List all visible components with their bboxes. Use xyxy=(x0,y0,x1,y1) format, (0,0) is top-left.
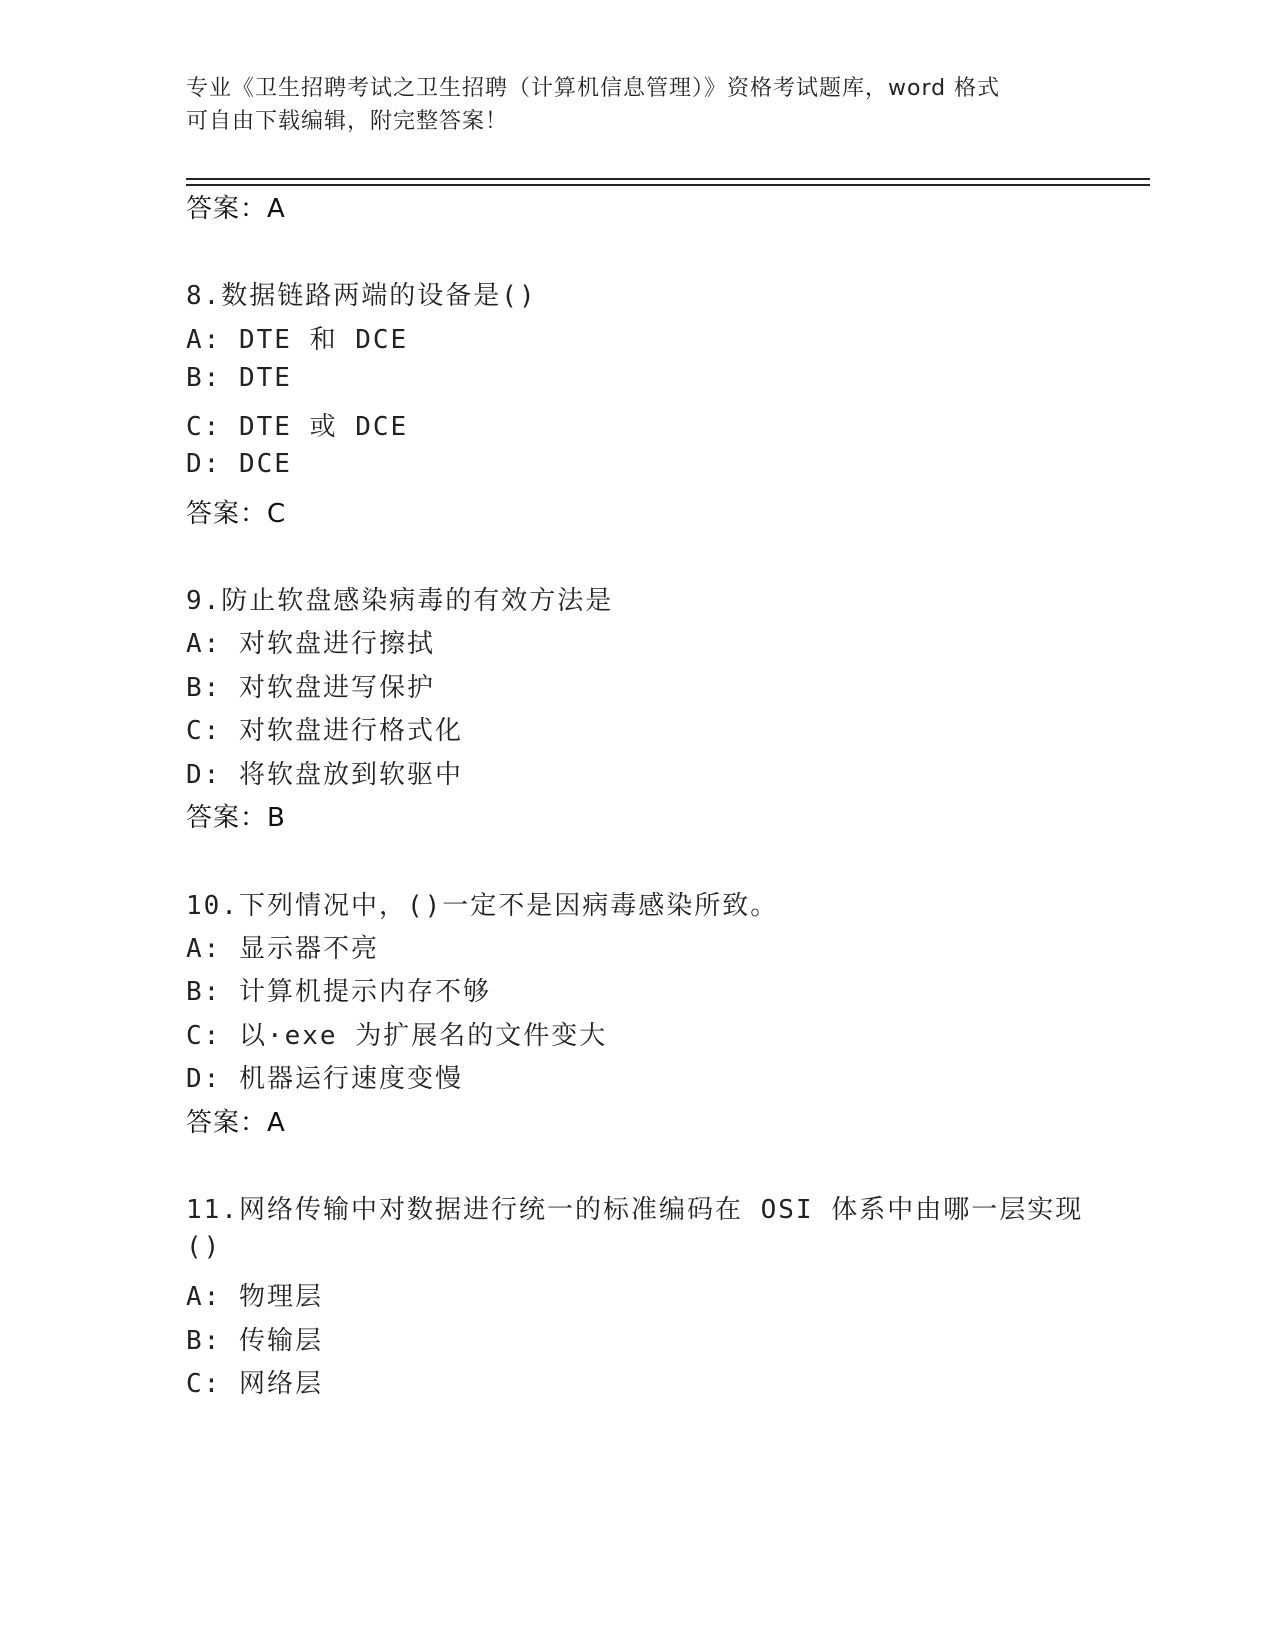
question-11-stem: 11.网络传输中对数据进行统一的标准编码在 OSI 体系中由哪一层实现 xyxy=(186,1195,1084,1225)
question-11-option-c: C: 网络层 xyxy=(186,1369,323,1399)
question-8-option-d: D: DCE xyxy=(186,449,292,479)
document-header xyxy=(186,72,1086,138)
question-10-option-c: C: 以·exe 为扩展名的文件变大 xyxy=(186,1021,608,1051)
question-11-option-a: A: 物理层 xyxy=(186,1282,323,1312)
previous-answer: 答案：A xyxy=(186,194,286,224)
header-divider-bottom xyxy=(186,184,1150,186)
question-10-option-b: B: 计算机提示内存不够 xyxy=(186,977,491,1007)
question-10-stem: 10.下列情况中，()一定不是因病毒感染所致。 xyxy=(186,891,779,921)
question-9-option-c: C: 对软盘进行格式化 xyxy=(186,716,463,746)
question-10-option-d: D: 机器运行速度变慢 xyxy=(186,1064,463,1094)
question-11-stem-continued: () xyxy=(186,1232,222,1262)
question-8-option-b: B: DTE xyxy=(186,363,292,393)
header-divider-top xyxy=(186,178,1150,180)
question-11-option-b: B: 传输层 xyxy=(186,1326,323,1356)
question-10-option-a: A: 显示器不亮 xyxy=(186,934,379,964)
question-9-answer: 答案：B xyxy=(186,803,286,833)
question-9-option-d: D: 将软盘放到软驱中 xyxy=(186,760,463,790)
header-line-1: 专业《卫生招聘考试之卫生招聘（计算机信息管理）》资格考试题库，word 格式 xyxy=(186,76,1001,101)
question-8-option-a: A: DTE 和 DCE xyxy=(186,325,409,355)
question-9-option-a: A: 对软盘进行擦拭 xyxy=(186,629,435,659)
question-8-option-c: C: DTE 或 DCE xyxy=(186,412,409,442)
question-8-answer: 答案：C xyxy=(186,499,287,529)
question-9-stem: 9.防止软盘感染病毒的有效方法是 xyxy=(186,586,614,616)
question-9-option-b: B: 对软盘进写保护 xyxy=(186,673,435,703)
question-8-stem: 8.数据链路两端的设备是() xyxy=(186,281,537,311)
question-10-answer: 答案：A xyxy=(186,1108,286,1138)
header-line-2: 可自由下载编辑，附完整答案！ xyxy=(186,109,509,134)
